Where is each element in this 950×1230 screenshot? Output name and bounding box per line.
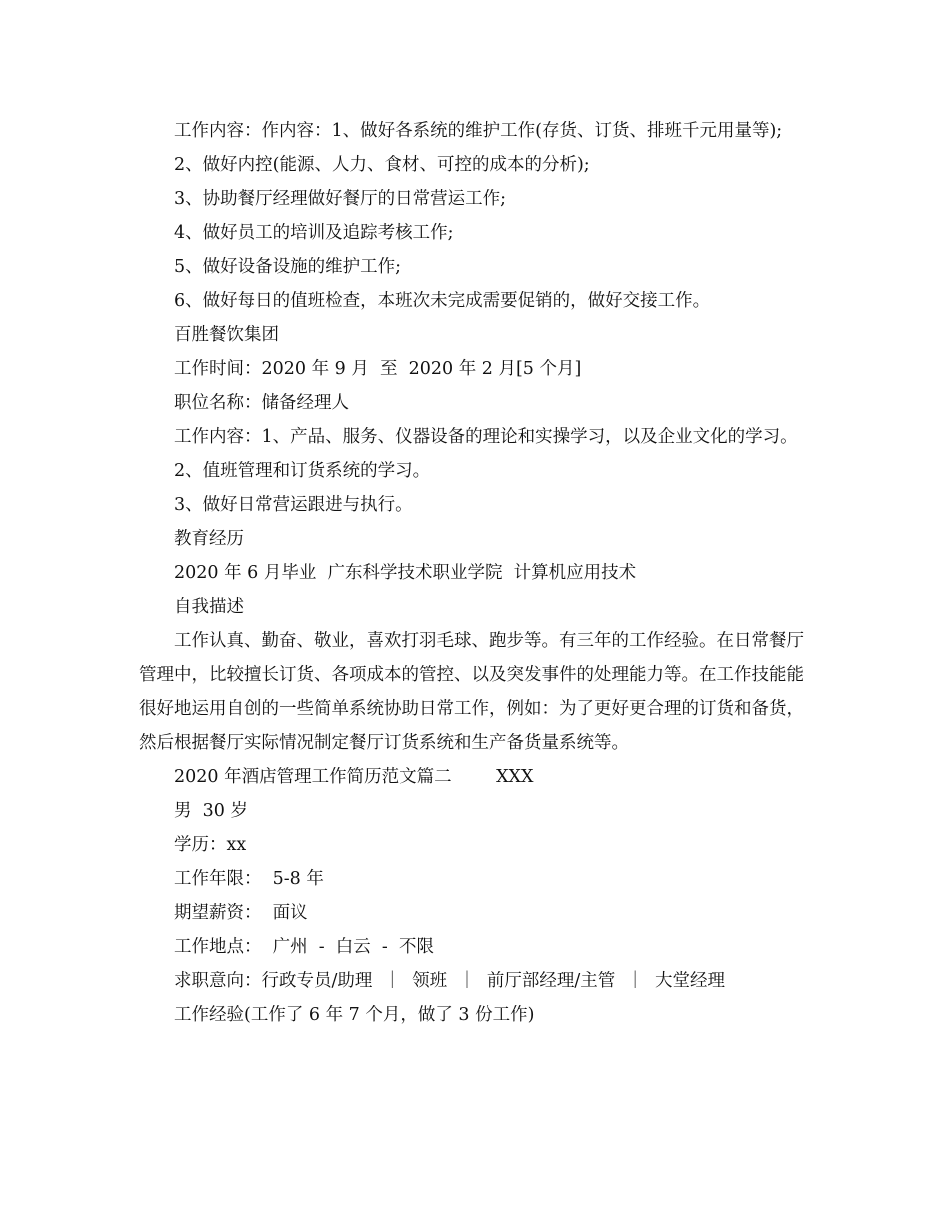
paragraph-item-4: 4、做好员工的培训及追踪考核工作; xyxy=(174,223,454,243)
work-years: 工作年限： 5-8 年 xyxy=(174,869,324,889)
education-entry: 2020 年 6 月毕业 广东科学技术职业学院 计算机应用技术 xyxy=(174,563,637,583)
paragraph-item-2: 2、做好内控(能源、人力、食材、可控的成本的分析); xyxy=(174,155,590,175)
paragraph-item-3: 3、协助餐厅经理做好餐厅的日常营运工作; xyxy=(174,189,507,209)
position-title: 职位名称：储备经理人 xyxy=(174,393,349,413)
company-name: 百胜餐饮集团 xyxy=(174,325,279,345)
work-experience-heading: 工作经验(工作了 6 年 7 个月，做了 3 份工作) xyxy=(174,1005,535,1025)
gender-age: 男 30 岁 xyxy=(174,801,248,821)
paragraph-item-5: 5、做好设备设施的维护工作; xyxy=(174,257,402,277)
work-location: 工作地点： 广州 - 白云 - 不限 xyxy=(174,937,434,957)
paragraph-item-2b: 2、值班管理和订货系统的学习。 xyxy=(174,461,431,481)
job-intention: 求职意向：行政专员/助理 ｜ 领班 ｜ 前厅部经理/主管 ｜ 大堂经理 xyxy=(174,971,726,991)
self-description-text: 工作认真、勤奋、敬业，喜欢打羽毛球、跑步等。有三年的工作经验。在日常餐厅管理中，比较擅长订货、各项成本的管控、以及突发事件的处理能力等。在工作技能能很好地运用自创的一些简单系统协助日常工作，例如：为了更好更合理的订货和备货，然后根据餐厅实际情况制定餐厅订货系统和生产备货量系统等。 xyxy=(139,631,804,753)
resume-title: 2020 年酒店管理工作简历范文篇二 XXX xyxy=(174,767,534,787)
expected-salary: 期望薪资： 面议 xyxy=(174,903,308,923)
paragraph-work-content-2: 工作内容：1、产品、服务、仪器设备的理论和实操学习，以及企业文化的学习。 xyxy=(174,427,798,447)
education-level: 学历：xx xyxy=(174,835,247,855)
document-body xyxy=(139,114,811,1032)
paragraph-item-6: 6、做好每日的值班检查，本班次未完成需要促销的，做好交接工作。 xyxy=(174,291,711,311)
paragraph-item-3b: 3、做好日常营运跟进与执行。 xyxy=(174,495,413,515)
work-period: 工作时间：2020 年 9 月 至 2020 年 2 月[5 个月] xyxy=(174,359,582,379)
section-education: 教育经历 xyxy=(174,529,244,549)
section-self-description: 自我描述 xyxy=(174,597,244,617)
paragraph-work-content: 工作内容：作内容：1、做好各系统的维护工作(存货、订货、排班千元用量等); xyxy=(174,121,783,141)
